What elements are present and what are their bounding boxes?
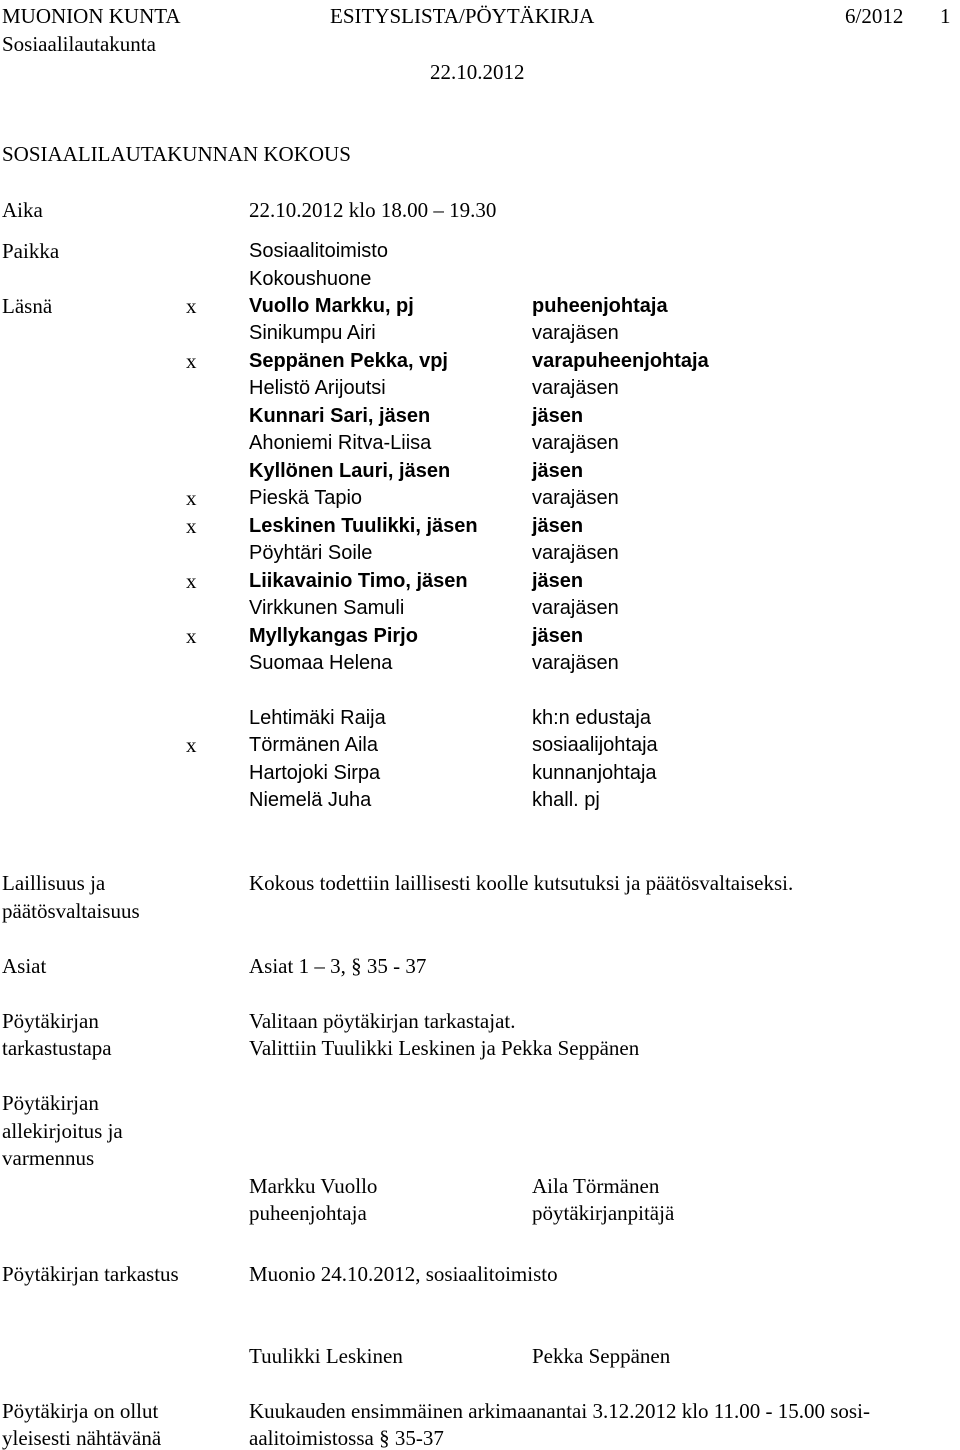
attendance-mark: x: [186, 486, 197, 510]
attendance-mark: x: [186, 514, 197, 538]
other-role: khall. pj: [532, 789, 600, 811]
board-name: Sosiaalilautakunta: [2, 32, 156, 56]
signer-2-role: pöytäkirjanpitäjä: [532, 1201, 675, 1225]
municipality-name: MUONION KUNTA: [2, 4, 181, 28]
member-role: varajäsen: [532, 652, 619, 674]
member-role: varajäsen: [532, 377, 619, 399]
inspection-value: Muonio 24.10.2012, sosiaalitoimisto: [249, 1262, 558, 1286]
member-name: Suomaa Helena: [249, 652, 393, 674]
signer-1-role: puheenjohtaja: [249, 1201, 367, 1225]
other-role: kh:n edustaja: [532, 707, 651, 729]
member-name: Myllykangas Pirjo: [249, 625, 418, 647]
place-label: Paikka: [2, 239, 60, 263]
signing-label-3: varmennus: [2, 1146, 95, 1170]
other-role: kunnanjohtaja: [532, 762, 657, 784]
other-name: Niemelä Juha: [249, 789, 372, 811]
inspection-method-line-2: Valittiin Tuulikki Leskinen ja Pekka Seppänen: [249, 1036, 640, 1060]
inspector-1: Tuulikki Leskinen: [249, 1344, 403, 1368]
member-role: varajäsen: [532, 322, 619, 344]
member-name: Leskinen Tuulikki, jäsen: [249, 515, 478, 537]
inspector-2: Pekka Seppänen: [532, 1344, 671, 1368]
member-name: Pieskä Tapio: [249, 487, 363, 509]
member-name: Pöyhtäri Soile: [249, 542, 373, 564]
member-role: varajäsen: [532, 487, 619, 509]
signer-2-name: Aila Törmänen: [532, 1174, 660, 1198]
inspection-method-label-1: Pöytäkirjan: [2, 1009, 99, 1033]
member-role: varapuheenjohtaja: [532, 350, 709, 372]
legality-label-1: Laillisuus ja: [2, 871, 106, 895]
other-name: Hartojoki Sirpa: [249, 762, 381, 784]
signer-1-name: Markku Vuollo: [249, 1174, 378, 1198]
signing-label-2: allekirjoitus ja: [2, 1119, 123, 1143]
member-name: Ahoniemi Ritva-Liisa: [249, 432, 432, 454]
other-role: sosiaalijohtaja: [532, 734, 658, 756]
meeting-title: SOSIAALILAUTAKUNNAN KOKOUS: [2, 142, 351, 166]
inspection-method-label-2: tarkastustapa: [2, 1036, 112, 1060]
other-name: Lehtimäki Raija: [249, 707, 386, 729]
member-role: jäsen: [532, 515, 584, 537]
place-line-1: Sosiaalitoimisto: [249, 240, 388, 262]
member-name: Kunnari Sari, jäsen: [249, 405, 431, 427]
member-name: Sinikumpu Airi: [249, 322, 376, 344]
page-number: 1: [940, 4, 951, 28]
member-role: jäsen: [532, 625, 584, 647]
document-type: ESITYSLISTA/PÖYTÄKIRJA: [330, 4, 595, 28]
matters-value: Asiat 1 – 3, § 35 - 37: [249, 954, 427, 978]
public-display-line-1: Kuukauden ensimmäinen arkimaanantai 3.12.2012 klo 11.00 - 15.00 sosi-: [249, 1399, 870, 1423]
member-name: Seppänen Pekka, vpj: [249, 350, 448, 372]
member-role: puheenjohtaja: [532, 295, 668, 317]
header-date: 22.10.2012: [430, 60, 525, 84]
matters-label: Asiat: [2, 954, 47, 978]
attendance-mark: x: [186, 624, 197, 648]
member-name: Liikavainio Timo, jäsen: [249, 570, 468, 592]
member-name: Helistö Arijoutsi: [249, 377, 386, 399]
public-display-line-2: aalitoimistossa § 35-37: [249, 1426, 444, 1450]
time-value: 22.10.2012 klo 18.00 – 19.30: [249, 198, 497, 222]
member-role: jäsen: [532, 405, 584, 427]
member-name: Vuollo Markku, pj: [249, 295, 414, 317]
public-display-label-1: Pöytäkirja on ollut: [2, 1399, 159, 1423]
other-name: Törmänen Aila: [249, 734, 378, 756]
inspection-method-line-1: Valitaan pöytäkirjan tarkastajat.: [249, 1009, 516, 1033]
member-name: Virkkunen Samuli: [249, 597, 405, 619]
member-role: varajäsen: [532, 597, 619, 619]
member-role: varajäsen: [532, 542, 619, 564]
member-role: varajäsen: [532, 432, 619, 454]
member-role: jäsen: [532, 460, 584, 482]
attendance-mark: x: [186, 733, 197, 757]
attendance-mark: x: [186, 294, 197, 318]
member-role: jäsen: [532, 570, 584, 592]
public-display-label-2: yleisesti nähtävänä: [2, 1426, 162, 1450]
place-line-2: Kokoushuone: [249, 268, 372, 290]
document-number: 6/2012: [845, 4, 904, 28]
legality-text: Kokous todettiin laillisesti koolle kutsutuksi ja päätösvaltaiseksi.: [249, 871, 794, 895]
time-label: Aika: [2, 198, 43, 222]
attendance-mark: x: [186, 569, 197, 593]
present-label: Läsnä: [2, 294, 53, 318]
signing-label-1: Pöytäkirjan: [2, 1091, 99, 1115]
legality-label-2: päätösvaltaisuus: [2, 899, 140, 923]
attendance-mark: x: [186, 349, 197, 373]
member-name: Kyllönen Lauri, jäsen: [249, 460, 451, 482]
inspection-label: Pöytäkirjan tarkastus: [2, 1262, 179, 1286]
